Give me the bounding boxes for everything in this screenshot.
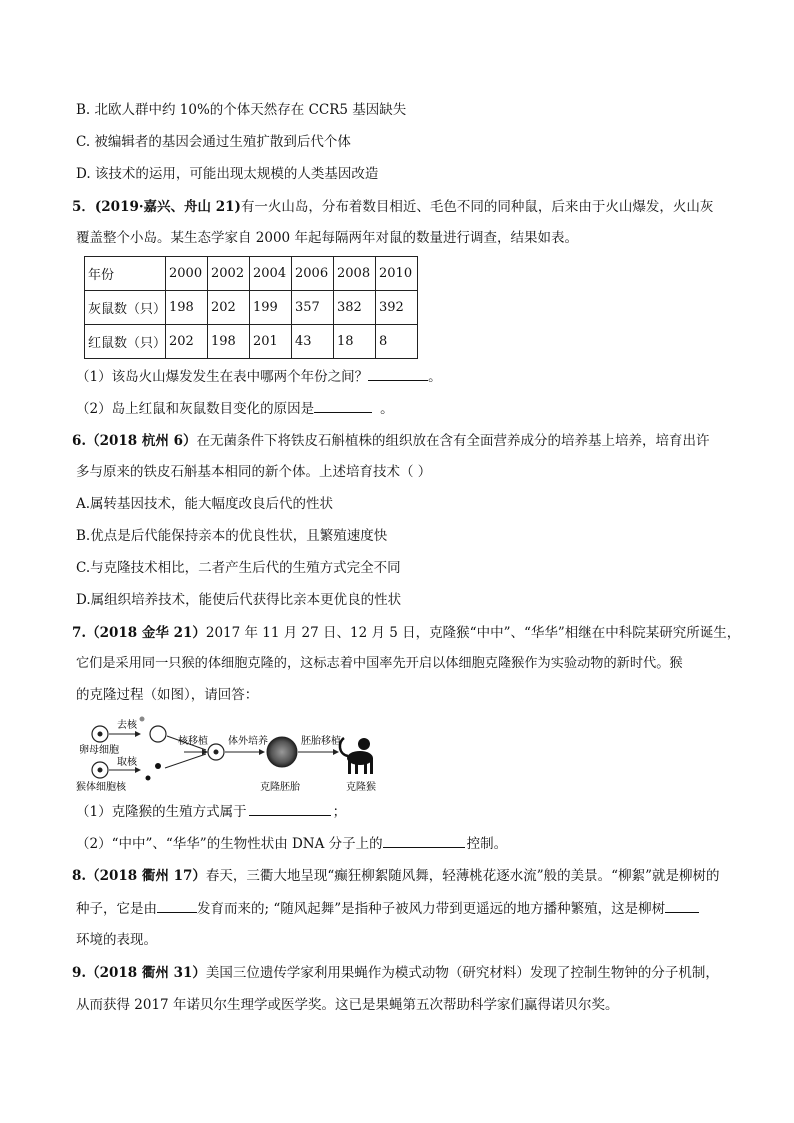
question-9-line1 — [72, 963, 719, 983]
table-cell: 43 — [292, 325, 334, 359]
cloning-process-diagram — [76, 714, 396, 796]
table-cell: 357 — [292, 291, 334, 325]
question-6-stem-2: 多与原来的铁皮石斛基本相同的新个体。上述培育技术（ ） — [76, 464, 432, 480]
table-cell: 202 — [166, 325, 208, 359]
question-8-source: 8.（2018 衢州 17） — [72, 868, 206, 884]
clone-embryo-icon — [267, 737, 297, 767]
removed-nucleus-icon — [140, 717, 145, 722]
question-text: 。 — [428, 369, 442, 385]
question-text: （1）克隆猴的生殖方式属于 — [76, 804, 247, 820]
table-cell: 199 — [250, 291, 292, 325]
clone-monkey-label: 克隆猴 — [346, 782, 376, 793]
table-cell: 382 — [334, 291, 376, 325]
table-cell: 202 — [208, 291, 250, 325]
question-6-option-b: B.优点是后代能保持亲本的优良性状，且繁殖速度快 — [76, 528, 388, 544]
question-6-option-a: A.属转基因技术，能大幅度改良后代的性状 — [76, 496, 334, 512]
option-c: C. 被编辑者的基因会通过生殖扩散到后代个体 — [76, 134, 351, 150]
answer-blank[interactable] — [249, 801, 331, 816]
answer-blank[interactable] — [314, 398, 372, 413]
question-5-line1 — [72, 197, 713, 217]
table-cell: 201 — [250, 325, 292, 359]
question-7-source: 7.（2018 金华 21） — [72, 625, 206, 641]
year-cell: 2008 — [334, 257, 376, 291]
take-nucleus-label: 取核 — [117, 757, 137, 768]
question-5-source: 5．(2019·嘉兴、舟山 21) — [72, 199, 241, 215]
year-cell: 2006 — [292, 257, 334, 291]
donor-nucleus-icon — [155, 763, 161, 769]
question-9-source: 9.（2018 衢州 31） — [72, 965, 206, 981]
question-text: （1）该岛火山爆发发生在表中哪两个年份之间？ — [76, 369, 369, 385]
reconstructed-cell-icon — [208, 744, 224, 760]
question-5-stem-2: 覆盖整个小岛。某生态学家自 2000 年起每隔两年对鼠的数量进行调查，结果如表。 — [76, 230, 578, 246]
nucleus-dot-icon — [146, 776, 151, 781]
rat-population-table — [84, 256, 418, 359]
question-5-stem-1: 有一火山岛，分布着数目相近、毛色不同的同种鼠，后来由于火山爆发，火山灰 — [240, 199, 714, 215]
embryo-transfer-label: 胚胎移植 — [301, 736, 341, 747]
year-cell: 2010 — [376, 257, 418, 291]
question-9-line2: 从而获得 2017 年诺贝尔生理学或医学奖。这已是果蝇第五次帮助科学家们赢得诺贝尔奖。 — [76, 997, 619, 1013]
question-6-line1 — [72, 431, 709, 451]
question-text: 。 — [380, 401, 394, 417]
question-6-source: 6.（2018 杭州 6） — [72, 433, 197, 449]
merge-line-bottom — [165, 754, 206, 768]
question-6-stem-1: 在无菌条件下将铁皮石斛植株的组织放在含有全面营养成分的培养基上培养，培育出许 — [196, 433, 710, 449]
answer-blank[interactable] — [368, 366, 428, 381]
option-b: B. 北欧人群中约 10%的个体天然存在 CCR5 基因缺失 — [76, 102, 407, 118]
year-cell: 2002 — [208, 257, 250, 291]
enucleated-egg-icon — [150, 726, 166, 742]
question-7-sub2 — [76, 833, 507, 854]
table-cell: 392 — [376, 291, 418, 325]
question-8-text-1: 春天，三衢大地呈现“癫狂柳絮随风舞，轻薄桃花逐水流”般的美景。“柳絮”就是柳树的 — [205, 868, 720, 884]
question-6-option-c: C.与克隆技术相比，二者产生后代的生殖方式完全不同 — [76, 560, 401, 576]
answer-blank[interactable] — [157, 898, 197, 913]
table-row — [85, 325, 418, 359]
question-6-option-d: D.属组织培养技术，能使后代获得比亲本更优良的性状 — [76, 592, 402, 608]
remove-nucleus-label: 去核 — [117, 720, 137, 731]
answer-blank[interactable] — [383, 833, 465, 848]
answer-blank[interactable] — [665, 898, 699, 913]
question-8-line3: 环境的表现。 — [76, 932, 157, 948]
nuclear-transfer-label: 核移植 — [178, 736, 208, 747]
table-cell: 18 — [334, 325, 376, 359]
somatic-cell-icon — [92, 762, 108, 778]
question-text: ； — [332, 804, 347, 820]
option-d: D. 该技术的运用，可能出现太规模的人类基因改造 — [76, 166, 379, 182]
row-label: 灰鼠数（只） — [85, 291, 166, 325]
question-text: （2）岛上红鼠和灰鼠数目变化的原因是 — [76, 401, 315, 417]
question-5-sub1 — [76, 366, 442, 387]
question-8-line2 — [76, 898, 699, 919]
egg-cell-label: 卵母细胞 — [79, 745, 119, 756]
table-cell: 198 — [166, 291, 208, 325]
question-text: （2）“中中”、“华华”的生物性状由 DNA 分子上的 — [76, 836, 383, 852]
question-9-text-1: 美国三位遗传学家利用果蝇作为模式动物（研究材料）发现了控制生物钟的分子机制， — [205, 965, 719, 981]
somatic-nucleus-label: 猴体细胞核 — [76, 782, 126, 793]
question-7-stem-3: 的克隆过程（如图），请回答： — [76, 687, 259, 703]
table-row — [85, 291, 418, 325]
question-8-line1 — [72, 866, 719, 886]
monkey-icon — [340, 738, 373, 774]
year-cell: 2000 — [166, 257, 208, 291]
row-label: 红鼠数（只） — [85, 325, 166, 359]
question-7-stem-1: 2017 年 11 月 27 日、12 月 5 日，克隆猴“中中”、“华华”相继在中科院某研究所诞生， — [205, 625, 741, 641]
table-cell: 198 — [208, 325, 250, 359]
question-7-stem-2: 它们是采用同一只猴的体细胞克隆的，这标志着中国率先开启以体细胞克隆猴作为实验动物的新时代。猴 — [76, 656, 683, 671]
in-vitro-label: 体外培养 — [228, 736, 268, 747]
table-header-row — [85, 257, 418, 291]
question-text: 发育而来的; “随风起舞”是指种子被风力带到更遥远的地方播种繁殖，这是柳树 — [197, 901, 666, 917]
question-5-sub2 — [76, 398, 394, 419]
question-7-line1 — [72, 623, 740, 643]
question-text: 种子，它是由 — [76, 901, 157, 917]
table-cell: 8 — [376, 325, 418, 359]
clone-embryo-label: 克隆胚胎 — [260, 782, 300, 793]
question-text: 控制。 — [466, 836, 508, 852]
egg-cell-icon — [92, 726, 108, 742]
table-header-label: 年份 — [85, 257, 166, 291]
question-7-sub1 — [76, 801, 346, 822]
year-cell: 2004 — [250, 257, 292, 291]
